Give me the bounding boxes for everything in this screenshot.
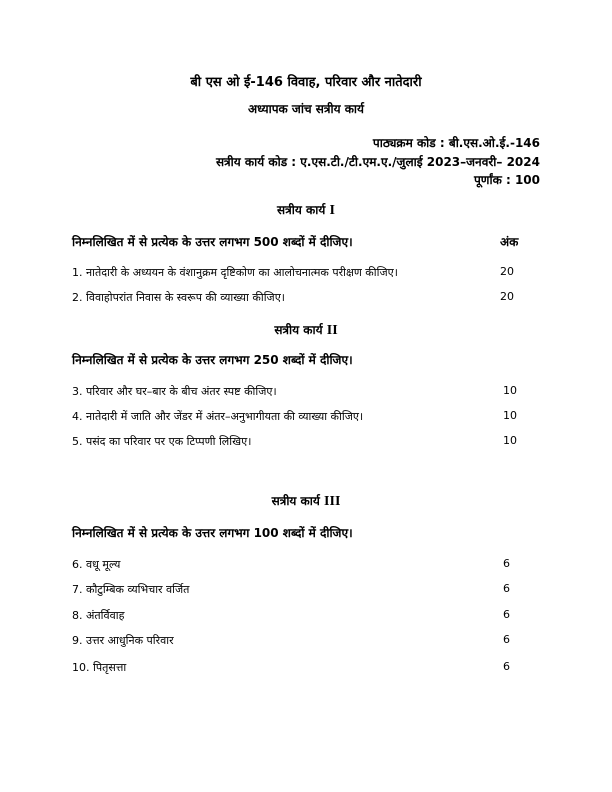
question-2-marks: 20 (500, 290, 514, 303)
section-heading-1 (0, 201, 612, 219)
question-6: 6. वधू मूल्य (72, 558, 121, 571)
question-7: 7. कौटुम्बिक व्यभिचार वर्जित (72, 583, 190, 596)
section-label: सत्रीय कार्य (274, 323, 323, 337)
document-subtitle: अध्यापक जांच सत्रीय कार्य (247, 102, 365, 116)
section-instruction-1: निम्नलिखित में से प्रत्येक के उत्तर लगभग 500 शब्दों में दीजिए। (72, 235, 353, 249)
document-title: बी एस ओ ई-146 विवाह, परिवार और नातेदारी (190, 75, 422, 90)
question-2: 2. विवाहोपरांत निवास के स्वरूप की व्याख्या कीजिए। (72, 291, 285, 304)
question-5-marks: 10 (503, 434, 517, 447)
question-4: 4. नातेदारी में जाति और जेंडर में अंतर–अनुभागीयता की व्याख्या कीजिए। (72, 410, 364, 423)
section-roman: I (329, 203, 335, 218)
question-7-marks: 6 (503, 582, 510, 595)
question-9: 9. उत्तर आधुनिक परिवार (72, 634, 174, 647)
question-4-marks: 10 (503, 409, 517, 422)
section-roman: III (324, 494, 341, 509)
section-label: सत्रीय कार्य (271, 494, 320, 508)
assignment-code: सत्रीय कार्य कोड : ए.एस.टी./टी.एम.ए./जुलाई 2023–जनवरी– 2024 (215, 155, 540, 169)
course-code: पाठ्यक्रम कोड : बी.एस.ओ.ई.-146 (372, 136, 540, 150)
question-1: 1. नातेदारी के अध्ययन के वंशानुक्रम दृष्टिकोण का आलोचनात्मक परीक्षण कीजिए। (72, 266, 398, 279)
question-8: 8. अंतर्विवाह (72, 609, 125, 622)
question-3-marks: 10 (503, 384, 517, 397)
max-marks: पूर्णांक : 100 (473, 173, 540, 187)
question-10: 10. पितृसत्ता (72, 661, 127, 674)
question-10-marks: 6 (503, 660, 510, 673)
question-1-marks: 20 (500, 265, 514, 278)
section-label: सत्रीय कार्य (277, 203, 326, 217)
section-heading-3 (0, 492, 612, 510)
section-instruction-2: निम्नलिखित में से प्रत्येक के उत्तर लगभग 250 शब्दों में दीजिए। (72, 353, 353, 367)
question-8-marks: 6 (503, 608, 510, 621)
section-instruction-3: निम्नलिखित में से प्रत्येक के उत्तर लगभग 100 शब्दों में दीजिए। (72, 526, 353, 540)
marks-heading: अंक (500, 235, 519, 249)
section-roman: II (326, 323, 338, 338)
section-heading-2 (0, 321, 612, 339)
question-3: 3. परिवार और घर–बार के बीच अंतर स्पष्ट कीजिए। (72, 385, 277, 398)
question-9-marks: 6 (503, 633, 510, 646)
question-5: 5. पसंद का परिवार पर एक टिप्पणी लिखिए। (72, 435, 252, 448)
question-6-marks: 6 (503, 557, 510, 570)
